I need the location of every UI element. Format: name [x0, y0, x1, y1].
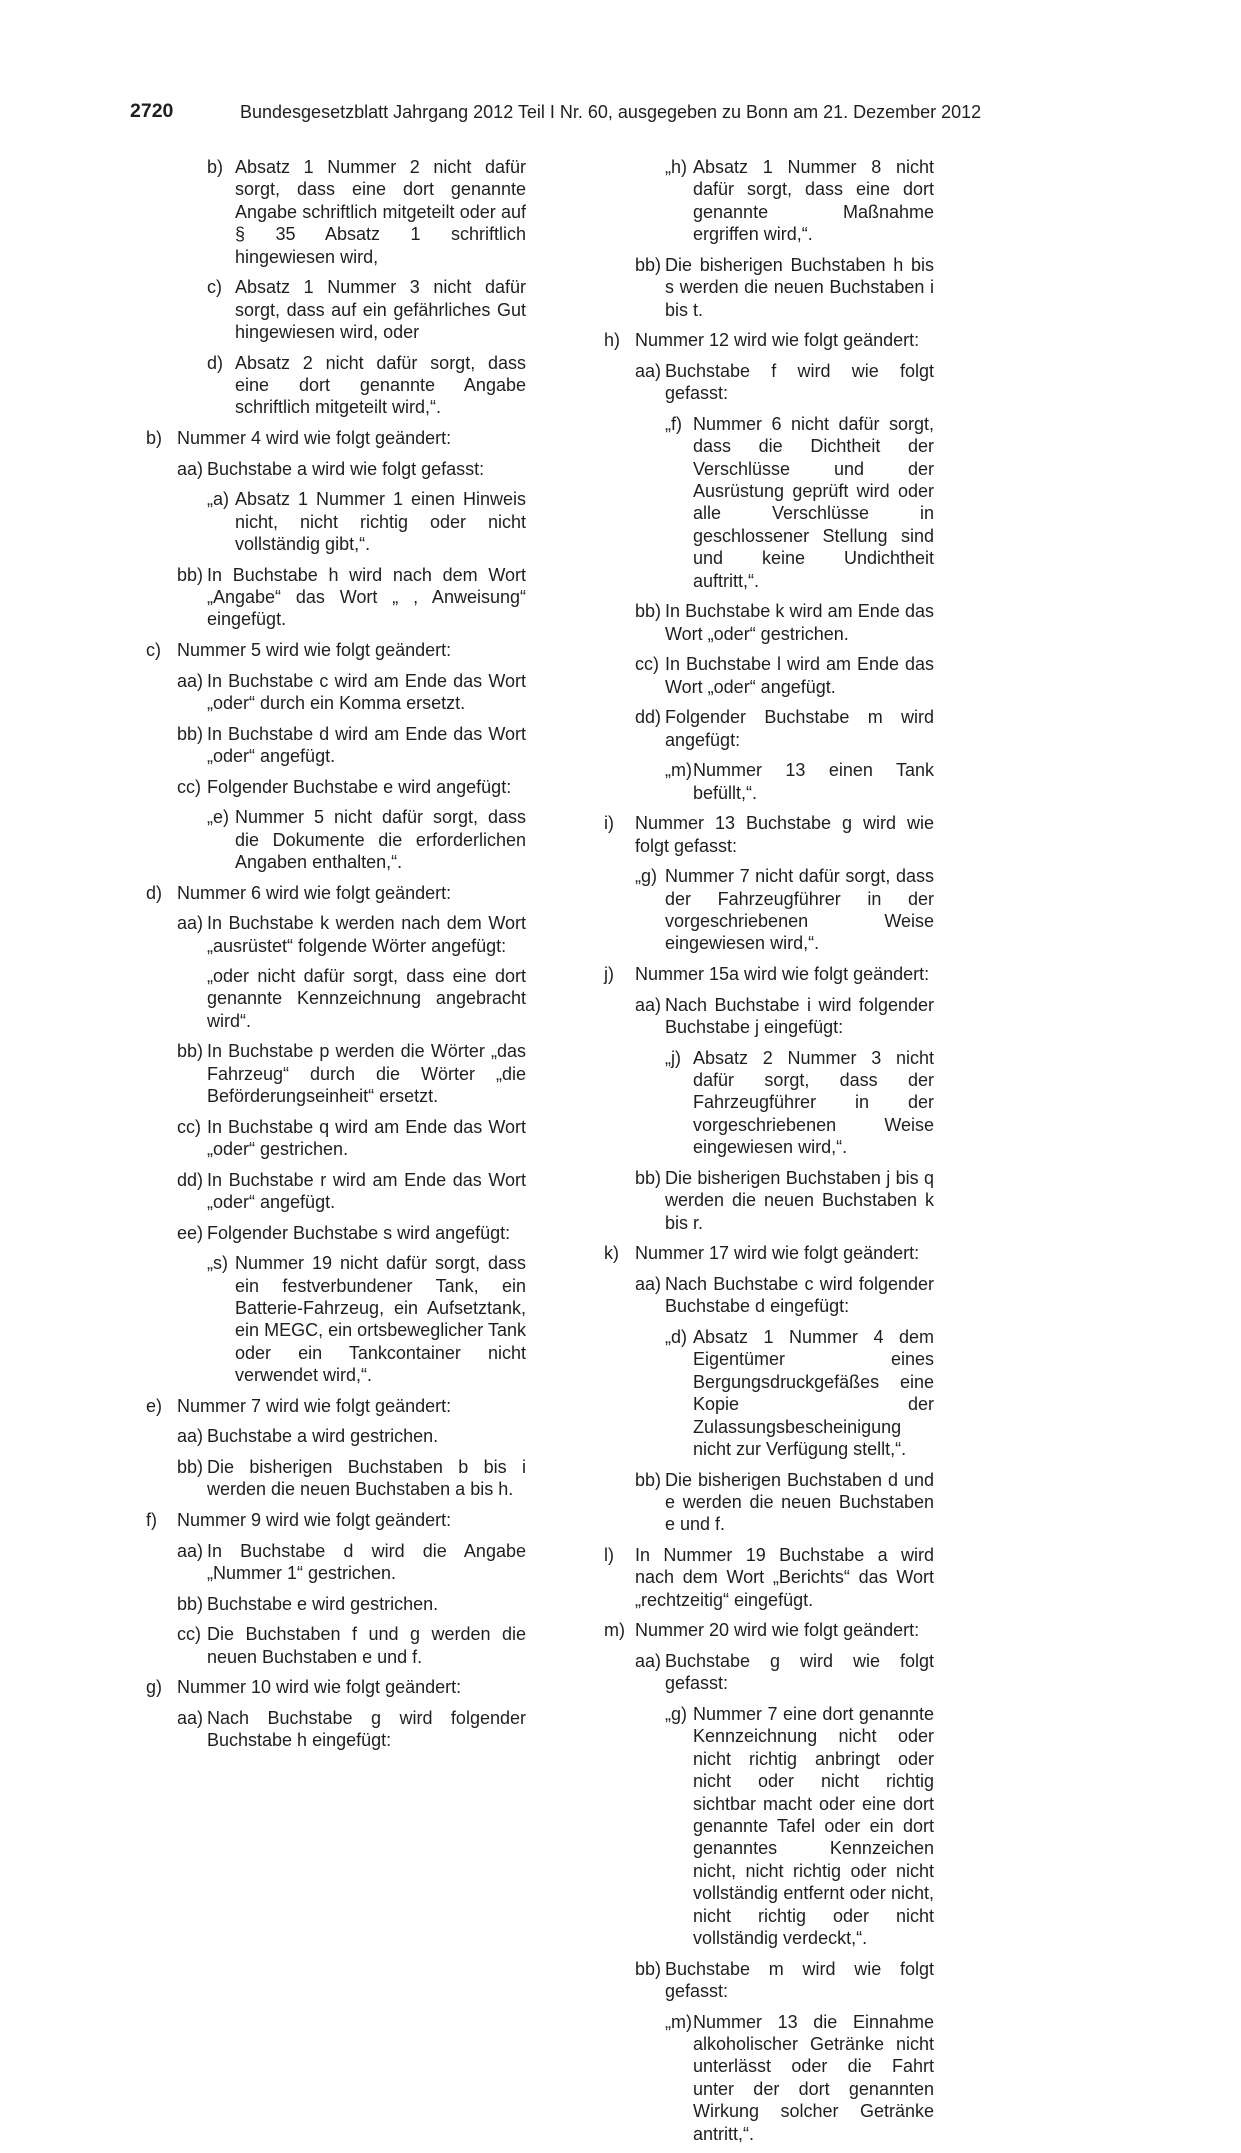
- clause-text: [693, 2011, 934, 2145]
- clause-marker: d): [207, 352, 224, 373]
- clause-marker: aa): [177, 670, 204, 691]
- clause-marker: „e): [207, 807, 229, 828]
- clause-text: [235, 156, 526, 268]
- clause-item: [635, 994, 934, 1039]
- clause-text-paragraph: Absatz 2 nicht dafür sorgt, dass eine dort genannte Angabe schriftlich mitgeteilt wird,“.: [235, 352, 526, 418]
- clause-marker: f): [146, 1510, 157, 1531]
- clause-text-paragraph: Nummer 5 nicht dafür sorgt, dass die Dokumente die erforderlichen Angaben enthalten,“.: [235, 807, 526, 873]
- clause-item: [146, 1395, 526, 1417]
- clause-text: [693, 1047, 934, 1159]
- clause-text-paragraph: Nummer 10 wird wie folgt geändert:: [177, 1677, 462, 1698]
- clause-item: [177, 1169, 526, 1214]
- clause-item: [635, 1167, 934, 1234]
- clause-text: [207, 1116, 526, 1161]
- clause-text: [207, 1040, 526, 1107]
- clause-text: [207, 1169, 526, 1214]
- clause-text-paragraph: Nummer 19 nicht dafür sorgt, dass ein festverbundener Tank, ein Batterie-Fahrzeug, ein Aufsetztank, ein MEGC, ein ortsbeweglicher Tank oder ein Tankcontainer nicht verwendet wird,“.: [235, 1253, 526, 1386]
- clause-text: [665, 360, 934, 405]
- clause-text-paragraph: Folgender Buchstabe s wird angefügt:: [207, 1222, 511, 1243]
- clause-item: [207, 1252, 526, 1386]
- clause-marker: cc): [177, 1116, 201, 1137]
- clause-text-paragraph: Absatz 1 Nummer 3 nicht dafür sorgt, dass auf ein gefährliches Gut hingewiesen wird, oder: [235, 277, 526, 343]
- clause-item: [177, 1040, 526, 1107]
- clause-text: [635, 1619, 934, 1641]
- clause-text-paragraph: Nach Buchstabe c wird folgender Buchstabe d eingefügt:: [665, 1273, 934, 1317]
- clause-marker: i): [604, 813, 614, 834]
- clause-marker: „m): [665, 2011, 692, 2032]
- clause-marker: aa): [177, 1540, 204, 1561]
- clause-item: [635, 1273, 934, 1318]
- clause-text-paragraph: In Buchstabe h wird nach dem Wort „Angabe“ das Wort „ , Anweisung“ eingefügt.: [207, 564, 526, 630]
- clause-text-paragraph: Die bisherigen Buchstaben h bis s werden die neuen Buchstaben i bis t.: [665, 254, 934, 320]
- clause-marker: g): [146, 1677, 163, 1698]
- clause-text: [177, 882, 526, 904]
- clause-text: [235, 352, 526, 419]
- clause-text-paragraph: Die bisherigen Buchstaben d und e werden die neuen Buchstaben e und f.: [665, 1469, 934, 1535]
- clause-marker: „g): [635, 866, 657, 887]
- clause-text-paragraph: Buchstabe m wird wie folgt gefasst:: [665, 1958, 934, 2001]
- clause-item: [604, 963, 934, 985]
- clause-marker: l): [604, 1544, 614, 1565]
- clause-item: [177, 1623, 526, 1668]
- clause-text-paragraph: Absatz 1 Nummer 1 einen Hinweis nicht, nicht richtig oder nicht vollständig gibt,“.: [235, 489, 526, 555]
- clause-marker: bb): [635, 1469, 662, 1490]
- clause-text: [665, 1958, 934, 2003]
- clause-item: [665, 1326, 934, 1460]
- clause-item: [665, 2011, 934, 2145]
- clause-item: [177, 1456, 526, 1501]
- clause-text-paragraph: Nummer 13 Buchstabe g wird wie folgt gefasst:: [635, 813, 934, 856]
- clause-text-paragraph: Nummer 15a wird wie folgt geändert:: [635, 964, 930, 985]
- clause-text: [207, 1707, 526, 1752]
- clause-text: [665, 1469, 934, 1536]
- clause-item: [207, 276, 526, 343]
- clause-item: [635, 706, 934, 751]
- clause-item: [207, 806, 526, 873]
- clause-marker: d): [146, 882, 163, 903]
- clause-text-paragraph: In Buchstabe d wird am Ende das Wort „oder“ angefügt.: [207, 723, 526, 767]
- clause-marker: „f): [665, 413, 682, 434]
- clause-marker: aa): [177, 913, 204, 934]
- clause-text-paragraph: Nummer 13 einen Tank befüllt,“.: [693, 760, 934, 803]
- clause-item: [207, 156, 526, 268]
- clause-text: [235, 488, 526, 555]
- clause-marker: h): [604, 330, 621, 351]
- clause-text-paragraph: Absatz 1 Nummer 4 dem Eigentümer eines Bergungsdruckgefäßes eine Kopie der Zulassungsbescheinigung nicht zur Verfügung stellt,“.: [693, 1326, 934, 1459]
- clause-text: [235, 276, 526, 343]
- clause-text: [693, 1703, 934, 1949]
- clause-text: [665, 1650, 934, 1695]
- clause-marker: aa): [177, 1426, 204, 1447]
- clause-item: [146, 639, 526, 661]
- clause-marker: „j): [665, 1047, 681, 1068]
- clause-marker: bb): [635, 1167, 662, 1188]
- clause-item: [665, 1047, 934, 1159]
- clause-marker: dd): [177, 1169, 204, 1190]
- clause-text-paragraph: Nummer 6 wird wie folgt geändert:: [177, 882, 452, 903]
- clause-marker: cc): [635, 654, 659, 675]
- clause-text: [207, 1456, 526, 1501]
- clause-text-paragraph: Buchstabe g wird wie folgt gefasst:: [665, 1650, 934, 1694]
- clause-text: [207, 776, 526, 798]
- clause-text-paragraph: Nach Buchstabe g wird folgender Buchstabe h eingefügt:: [207, 1707, 526, 1751]
- clause-text-paragraph: Buchstabe f wird wie folgt gefasst:: [665, 360, 934, 404]
- clause-item: [635, 600, 934, 645]
- clause-item: [146, 882, 526, 904]
- clause-text: [635, 329, 934, 351]
- clause-text: [207, 1593, 526, 1615]
- clause-text: [235, 1252, 526, 1386]
- clause-marker: cc): [177, 1624, 201, 1645]
- clause-marker: bb): [177, 723, 204, 744]
- clause-text-paragraph: Folgender Buchstabe e wird angefügt:: [207, 776, 512, 797]
- clause-text: [207, 458, 526, 480]
- clause-text-paragraph: Nummer 7 eine dort genannte Kennzeichnung nicht oder nicht richtig anbringt oder nicht oder nicht richtig sichtbar macht oder eine dort genannte Tafel oder ein dort genanntes Kennzeichen nicht, nicht richtig oder nicht vollständig entfernt oder nicht, nicht richtig oder nicht vollständig verdeckt,“.: [693, 1703, 934, 1948]
- clause-text-paragraph: In Buchstabe k werden nach dem Wort „ausrüstet“ folgende Wörter angefügt:: [207, 913, 526, 956]
- clause-item: [604, 1242, 934, 1264]
- clause-text: [665, 653, 934, 698]
- clause-marker: e): [146, 1395, 163, 1416]
- clause-text: [665, 254, 934, 321]
- clause-text: [665, 600, 934, 645]
- clause-marker: „s): [207, 1253, 228, 1274]
- clause-marker: c): [146, 640, 161, 661]
- page-header: [0, 100, 1241, 124]
- clause-text-paragraph: Nummer 12 wird wie folgt geändert:: [635, 330, 920, 351]
- clause-text: [665, 994, 934, 1039]
- clause-item: [177, 1116, 526, 1161]
- clause-marker: aa): [635, 1273, 662, 1294]
- clause-item: [177, 670, 526, 715]
- clause-item: [177, 1540, 526, 1585]
- clause-text: [665, 706, 934, 751]
- clause-marker: aa): [635, 994, 662, 1015]
- clause-text: [693, 1326, 934, 1460]
- clause-text-paragraph: In Buchstabe p werden die Wörter „das Fahrzeug“ durch die Wörter „die Beförderungseinheit“ ersetzt.: [207, 1041, 526, 1107]
- clause-marker: „g): [665, 1703, 687, 1724]
- clause-marker: aa): [177, 458, 204, 479]
- clause-text-paragraph: Nummer 9 wird wie folgt geändert:: [177, 1510, 452, 1531]
- clause-marker: cc): [177, 776, 201, 797]
- clause-marker: bb): [635, 601, 662, 622]
- clause-text-paragraph: Die bisherigen Buchstaben j bis q werden die neuen Buchstaben k bis r.: [665, 1167, 934, 1233]
- clause-text-paragraph: Nummer 7 wird wie folgt geändert:: [177, 1395, 452, 1416]
- clause-text: [693, 156, 934, 246]
- page-number: 2720: [130, 100, 174, 122]
- clause-item: [635, 360, 934, 405]
- clause-text-paragraph: Absatz 1 Nummer 8 nicht dafür sorgt, dass eine dort genannte Maßnahme ergriffen wird,“.: [693, 157, 934, 245]
- clause-text: [207, 723, 526, 768]
- clause-text-paragraph: In Buchstabe r wird am Ende das Wort „oder“ angefügt.: [207, 1169, 526, 1213]
- clause-item: [665, 413, 934, 592]
- clause-item: [635, 254, 934, 321]
- clause-text-paragraph: Buchstabe e wird gestrichen.: [207, 1593, 439, 1614]
- clause-text-paragraph: Nummer 7 nicht dafür sorgt, dass der Fahrzeugführer in der vorgeschriebenen Weise eingewiesen wird,“.: [665, 866, 934, 954]
- clause-text: [207, 564, 526, 631]
- clause-item: [665, 759, 934, 804]
- clause-item: [604, 812, 934, 857]
- clause-marker: b): [207, 157, 224, 177]
- clause-text-paragraph: In Buchstabe d wird die Angabe „Nummer 1“ gestrichen.: [207, 1540, 526, 1584]
- clause-marker: k): [604, 1243, 619, 1264]
- clause-text-paragraph: Nummer 20 wird wie folgt geändert:: [635, 1620, 920, 1641]
- clause-marker: b): [146, 428, 163, 449]
- clause-item: [635, 653, 934, 698]
- clause-item: [177, 723, 526, 768]
- clause-item: [635, 1650, 934, 1695]
- clause-item: [177, 1425, 526, 1447]
- clause-marker: aa): [635, 1650, 662, 1671]
- clause-marker: ee): [177, 1222, 204, 1243]
- clause-text-paragraph: Folgender Buchstabe m wird angefügt:: [665, 707, 934, 750]
- clause-text: [665, 865, 934, 955]
- clause-text-paragraph: Die bisherigen Buchstaben b bis i werden die neuen Buchstaben a bis h.: [207, 1457, 526, 1500]
- right-column: [604, 156, 1220, 2153]
- clause-marker: aa): [177, 1707, 204, 1728]
- clause-item: [146, 1509, 526, 1531]
- clause-text: [207, 1540, 526, 1585]
- clause-marker: bb): [635, 254, 662, 275]
- clause-text-paragraph: Die Buchstaben f und g werden die neuen Buchstaben e und f.: [207, 1624, 526, 1667]
- clause-text: [635, 812, 934, 857]
- clause-item: [177, 1707, 526, 1752]
- clause-marker: „a): [207, 489, 229, 510]
- clause-marker: „m): [665, 760, 692, 781]
- clause-text: [177, 1395, 526, 1417]
- clause-item: [665, 1703, 934, 1949]
- clause-marker: bb): [177, 1041, 204, 1062]
- clause-text-paragraph: Absatz 2 Nummer 3 nicht dafür sorgt, dass der Fahrzeugführer in der vorgeschriebenen Weise eingewiesen wird,“.: [693, 1047, 934, 1158]
- clause-text-paragraph: In Buchstabe k wird am Ende das Wort „oder“ gestrichen.: [665, 601, 934, 644]
- clause-text-paragraph: In Buchstabe q wird am Ende das Wort „oder“ gestrichen.: [207, 1116, 526, 1160]
- clause-item: [177, 912, 526, 1032]
- clause-text-paragraph: Nummer 6 nicht dafür sorgt, dass die Dichtheit der Verschlüsse und der Ausrüstung geprüft wird oder alle Verschlüsse in geschlossener Stellung sind und keine Undichtheit auftritt,“.: [693, 413, 934, 591]
- clause-text: [207, 912, 526, 1032]
- clause-marker: aa): [635, 360, 662, 381]
- clause-marker: bb): [177, 564, 204, 585]
- clause-item: [177, 776, 526, 798]
- clause-marker: j): [604, 964, 614, 985]
- clause-item: [604, 1619, 934, 1641]
- clause-text-paragraph: Nummer 17 wird wie folgt geändert:: [635, 1243, 920, 1264]
- clause-text: [177, 639, 526, 661]
- clause-text-paragraph: Buchstabe a wird wie folgt gefasst:: [207, 458, 485, 479]
- clause-text: [693, 413, 934, 592]
- clause-item: [146, 1676, 526, 1698]
- clause-item: [604, 329, 934, 351]
- clause-marker: c): [207, 277, 222, 298]
- clause-marker: m): [604, 1620, 625, 1641]
- clause-item: [635, 1958, 934, 2003]
- clause-item: [207, 488, 526, 555]
- clause-text: [207, 1222, 526, 1244]
- clause-text-paragraph: In Buchstabe l wird am Ende das Wort „oder“ angefügt.: [665, 654, 934, 697]
- clause-text: [207, 670, 526, 715]
- clause-text: [177, 1509, 526, 1531]
- clause-item: [177, 1222, 526, 1244]
- clause-text-paragraph: Nummer 13 die Einnahme alkoholischer Getränke nicht unterlässt oder die Fahrt unter der dort genannten Wirkung solcher Getränke antritt,“.: [693, 2011, 934, 2144]
- clause-item: [146, 427, 526, 449]
- clause-text-paragraph: In Buchstabe c wird am Ende das Wort „oder“ durch ein Komma ersetzt.: [207, 670, 526, 714]
- clause-marker: bb): [177, 1457, 204, 1478]
- clause-text: [177, 427, 526, 449]
- clause-text-paragraph: Buchstabe a wird gestrichen.: [207, 1426, 439, 1447]
- clause-text: [635, 963, 934, 985]
- clause-text: [693, 759, 934, 804]
- clause-text: [665, 1167, 934, 1234]
- clause-text-paragraph: Nach Buchstabe i wird folgender Buchstabe j eingefügt:: [665, 994, 934, 1038]
- clause-item: [635, 1469, 934, 1536]
- clause-item: [177, 564, 526, 631]
- clause-text: [207, 1425, 526, 1447]
- clause-item: [665, 156, 934, 246]
- clause-quoted-addition: „oder nicht dafür sorgt, dass eine dort genannte Kennzeichnung angebracht wird“.: [207, 965, 526, 1031]
- clause-text: [635, 1544, 934, 1611]
- clause-item: [604, 1544, 934, 1611]
- clause-item: [177, 1593, 526, 1615]
- clause-item: [635, 865, 934, 955]
- clause-text-paragraph: Nummer 5 wird wie folgt geändert:: [177, 640, 452, 661]
- clause-marker: dd): [635, 707, 662, 728]
- clause-text: [177, 1676, 526, 1698]
- clause-marker: bb): [635, 1958, 662, 1979]
- clause-marker: bb): [177, 1593, 204, 1614]
- clause-text: [635, 1242, 934, 1264]
- clause-item: [207, 352, 526, 419]
- clause-marker: „d): [665, 1326, 687, 1347]
- clause-text-paragraph: Nummer 4 wird wie folgt geändert:: [177, 428, 452, 449]
- clause-text: [665, 1273, 934, 1318]
- clause-text-paragraph: In Nummer 19 Buchstabe a wird nach dem Wort „Berichts“ das Wort „rechtzeitig“ eingefügt.: [635, 1544, 934, 1610]
- clause-text: [207, 1623, 526, 1668]
- clause-marker: „h): [665, 157, 687, 177]
- clause-text-paragraph: Absatz 1 Nummer 2 nicht dafür sorgt, dass eine dort genannte Angabe schriftlich mitgeteilt oder auf § 35 Absatz 1 schriftlich hingewiesen wird,: [235, 157, 526, 267]
- clause-item: [177, 458, 526, 480]
- clause-text: [235, 806, 526, 873]
- header-title: Bundesgesetzblatt Jahrgang 2012 Teil I Nr. 60, ausgegeben zu Bonn am 21. Dezember 2012: [240, 102, 982, 122]
